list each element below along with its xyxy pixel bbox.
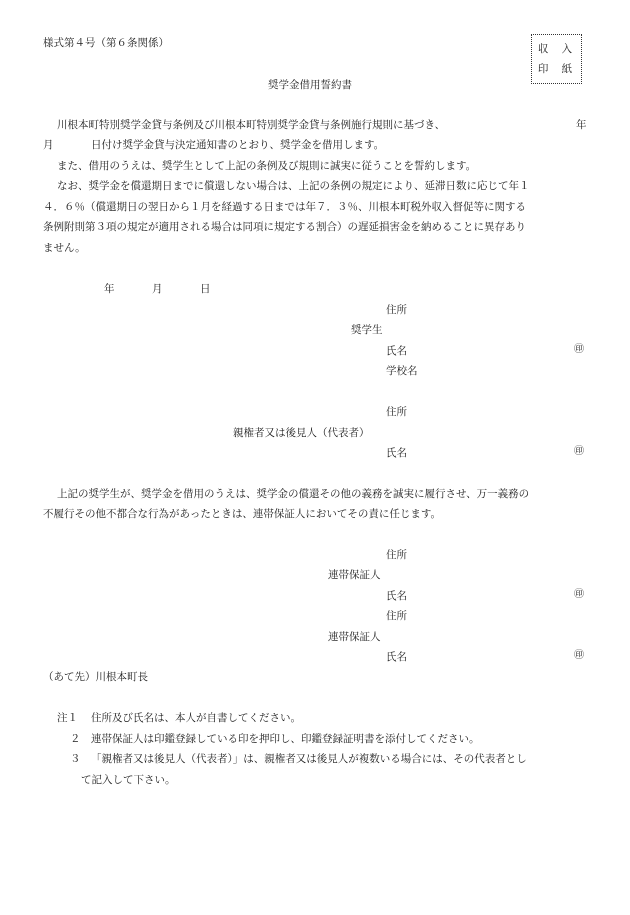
guarantor2-name-label: 氏名 <box>386 651 407 663</box>
guardian-name-label: 氏名 <box>386 447 407 459</box>
date-month: 月 <box>152 283 163 295</box>
guardian-role-label: 親権者又は後見人（代表者） <box>233 427 370 439</box>
note-2: 連帯保証人は印鑑登録している印を押印し、印鑑登録証明書を添付してください。 <box>91 733 480 745</box>
guardian-address-label: 住所 <box>386 406 407 418</box>
note-label: 注１ <box>57 712 78 724</box>
note-3-line2: て記入して下さい。 <box>81 774 176 786</box>
guarantor1-name-label: 氏名 <box>386 590 407 602</box>
document-title: 奨学金借用誓約書 <box>268 79 352 91</box>
form-number: 様式第４号（第６条関係） <box>43 37 169 49</box>
guarantor2-address-label: 住所 <box>386 610 407 622</box>
note-1: 住所及び氏名は、本人が自書してください。 <box>91 712 301 724</box>
guarantee-line1: 上記の奨学生が、奨学金を借用のうえは、奨学金の償還その他の義務を誠実に履行させ、万一義務の <box>57 488 530 500</box>
body-p1-month: 月 <box>43 139 54 151</box>
note-3-line1: 「親権者又は後見人（代表者）」は、親権者又は後見人が複数いる場合には、その代表者とし <box>91 753 527 765</box>
revenue-stamp-box <box>531 34 582 84</box>
stamp-label-line1: 収 入 <box>537 43 578 55</box>
date-year: 年 <box>104 283 115 295</box>
addressee: （あて先）川根本町長 <box>43 671 148 683</box>
guarantor1-role-label: 連帯保証人 <box>328 569 381 581</box>
stamp-label-line2: 印 紙 <box>537 63 578 75</box>
note-2-number: ２ <box>70 733 81 745</box>
student-school-label: 学校名 <box>386 365 418 377</box>
note-3-number: ３ <box>70 753 81 765</box>
date-day: 日 <box>200 283 211 295</box>
body-p1-year: 年 <box>576 119 587 131</box>
body-p1-line2: 日付け奨学金貸与決定通知書のとおり、奨学金を借用します。 <box>91 139 385 151</box>
body-p3-line1: なお、奨学金を償還期日までに償還しない場合は、上記の条例の規定により、延滞日数に応じて年１ <box>57 180 530 192</box>
student-name-label: 氏名 <box>386 345 407 357</box>
guarantor2-role-label: 連帯保証人 <box>328 631 381 643</box>
student-seal-icon: ㊞ <box>574 344 584 355</box>
student-address-label: 住所 <box>386 304 407 316</box>
body-p2: また、借用のうえは、奨学生として上記の条例及び規則に誠実に従うことを誓約します。 <box>57 160 477 172</box>
guarantor1-seal-icon: ㊞ <box>574 589 584 600</box>
student-role-label: 奨学生 <box>351 324 383 336</box>
guarantee-line2: 不履行その他不都合な行為があったときは、連帯保証人においてその責に任じます。 <box>43 508 442 520</box>
body-p3-line2: ４．６％（償還期日の翌日から１月を経過する日までは年７．３％、川根本町税外収入督促等に関する <box>43 201 526 213</box>
guardian-seal-icon: ㊞ <box>574 446 584 457</box>
body-p3-line3: 条例附則第３項の規定が適用される場合は同項に規定する割合）の遅延損害金を納めることに異存あり <box>43 221 526 233</box>
guarantor2-seal-icon: ㊞ <box>574 650 584 661</box>
body-p3-line4: ません。 <box>43 242 86 254</box>
guarantor1-address-label: 住所 <box>386 549 407 561</box>
body-p1-line1: 川根本町特別奨学金貸与条例及び川根本町特別奨学金貸与条例施行規則に基づき、 <box>57 119 446 131</box>
